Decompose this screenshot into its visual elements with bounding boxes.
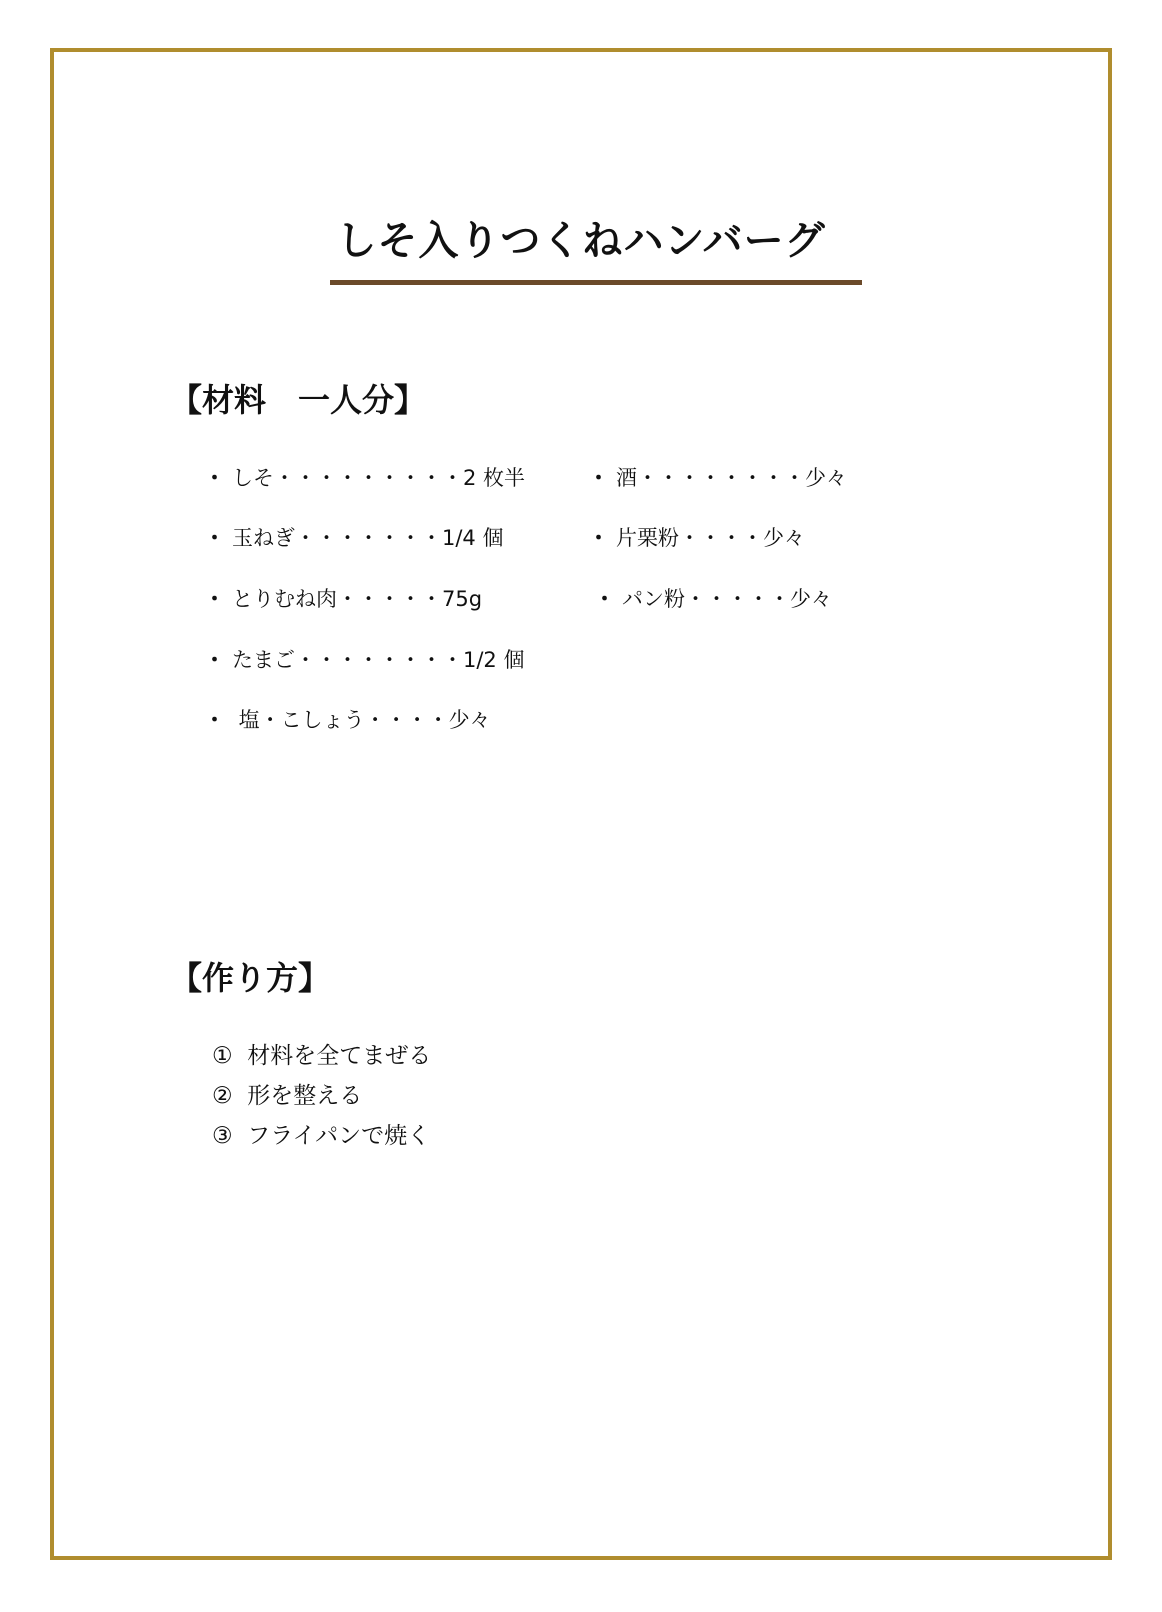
bullet-icon: ・ xyxy=(588,466,609,490)
ingredient-item xyxy=(594,584,832,614)
recipe-title: しそ入りつくねハンバーグ xyxy=(336,218,826,264)
ingredient-item xyxy=(588,463,847,493)
ingredient-item xyxy=(204,705,491,735)
bullet-icon: ・ xyxy=(588,526,609,550)
ingredients-heading: 【材料 一人分】 xyxy=(170,381,427,419)
step-item: ② 形を整える xyxy=(212,1083,363,1109)
bullet-icon: ・ xyxy=(204,526,225,550)
ingredient-text: たまご・・・・・・・・1/2 個 xyxy=(232,648,525,672)
bullet-icon: ・ xyxy=(204,466,225,490)
bullet-icon: ・ xyxy=(204,587,225,611)
ingredient-text: 酒・・・・・・・・少々 xyxy=(616,466,847,490)
ingredient-item xyxy=(204,523,503,553)
ingredient-text: パン粉・・・・・少々 xyxy=(622,587,832,611)
ingredient-text: とりむね肉・・・・・75g xyxy=(232,587,483,611)
bullet-icon: ・ xyxy=(204,708,225,732)
ingredient-item xyxy=(204,645,524,675)
steps-heading: 【作り方】 xyxy=(170,959,331,997)
ingredient-text: 塩・こしょう・・・・少々 xyxy=(232,708,491,732)
ingredient-item xyxy=(204,584,482,614)
step-item: ③ フライパンで焼く xyxy=(212,1123,431,1149)
ingredient-item xyxy=(588,523,805,553)
step-item: ① 材料を全てまぜる xyxy=(212,1043,432,1069)
ingredient-text: 片栗粉・・・・少々 xyxy=(616,526,805,550)
ingredient-text: 玉ねぎ・・・・・・・1/4 個 xyxy=(232,526,504,550)
ingredient-text: しそ・・・・・・・・・2 枚半 xyxy=(232,466,526,490)
bullet-icon: ・ xyxy=(204,648,225,672)
title-underline xyxy=(330,280,862,285)
ingredient-item xyxy=(204,463,525,493)
page-border xyxy=(50,48,1112,1560)
bullet-icon: ・ xyxy=(594,587,615,611)
